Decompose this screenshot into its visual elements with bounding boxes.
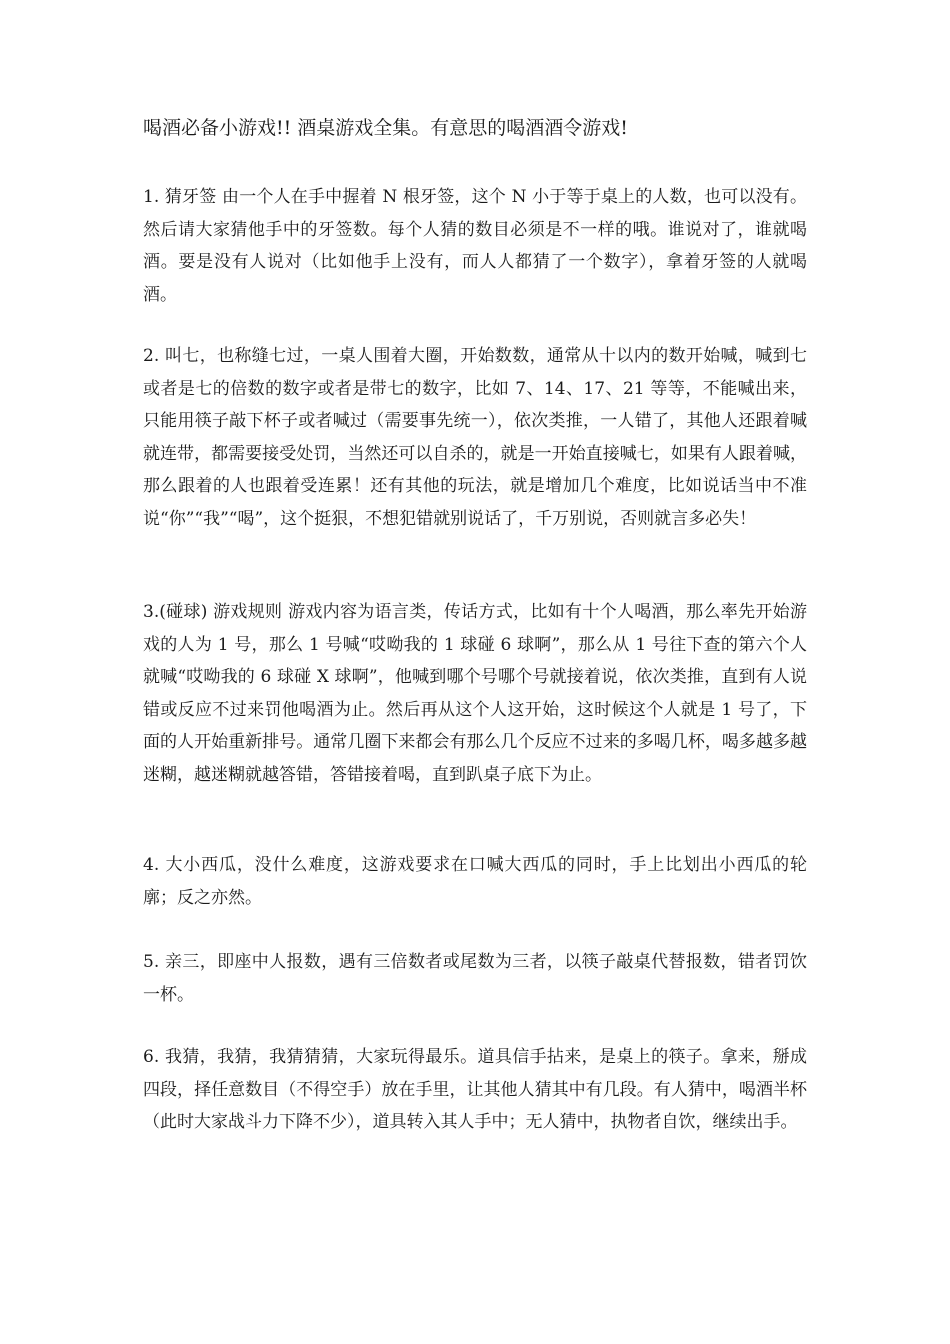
paragraph-i-guess: 6. 我猜，我猜，我猜猜猜，大家玩得最乐。道具信手拈来，是桌上的筷子。拿来，掰成四段，择任意数目（不得空手）放在手里，让其他人猜其中有几段。有人猜中，喝酒半杯（此时大家战斗力下降不少），道具转入其人手中；无人猜中，执物者自饮，继续出手。 — [143, 1047, 807, 1132]
paragraph-bump-ball: 3.(碰球) 游戏规则 游戏内容为语言类，传话方式，比如有十个人喝酒，那么率先开始游戏的人为 1 号，那么 1 号喊“哎呦我的 1 球碰 6 球啊”，那么从 1 号往下查的第六个人就喊“哎呦我的 6 球碰 X 球啊”，他喊到哪个号哪个号就接着说，依次类推，直到有人说错或反应不过来罚他喝酒为止。然后再从这个人这开始，这时候这个人就是 1 号了，下面的人开始重新排号。通常几圈下来都会有那么几个反应不过来的多喝几杯，喝多越多越迷糊，越迷糊就越答错，答错接着喝，直到趴桌子底下为止。 — [143, 602, 807, 785]
paragraph-guess-toothpicks: 1. 猜牙签 由一个人在手中握着 N 根牙签，这个 N 小于等于桌上的人数，也可以没有。然后请大家猜他手中的牙签数。每个人猜的数目必须是不一样的哦。谁说对了，谁就喝酒。要是没有人说对（比如他手上没有，而人人都猜了一个数字），拿着牙签的人就喝酒。 — [143, 187, 807, 305]
paragraph-watermelon: 4. 大小西瓜，没什么难度，这游戏要求在口喊大西瓜的同时，手上比划出小西瓜的轮廓；反之亦然。 — [143, 855, 807, 908]
paragraph-call-seven: 2. 叫七，也称缝七过，一桌人围着大圈，开始数数，通常从十以内的数开始喊，喊到七或者是七的倍数的数字或者是带七的数字，比如 7、14、17、21 等等，不能喊出来，只能用筷子敲下杯子或者喊过（需要事先统一），依次类推，一人错了，其他人还跟着喊就连带，都需要接受处罚，当然还可以自杀的，就是一开始直接喊七，如果有人跟着喊，那么跟着的人也跟着受连累！还有其他的玩法，就是增加几个难度，比如说话当中不准说“你”“我”“喝”，这个挺狠，不想犯错就别说话了，千万别说，否则就言多必失！ — [143, 346, 807, 529]
paragraph-kiss-three: 5. 亲三，即座中人报数，遇有三倍数者或尾数为三者，以筷子敲桌代替报数，错者罚饮一杯。 — [143, 952, 807, 1005]
document-title: 喝酒必备小游戏!! 酒桌游戏全集。有意思的喝酒酒令游戏! — [143, 117, 628, 139]
